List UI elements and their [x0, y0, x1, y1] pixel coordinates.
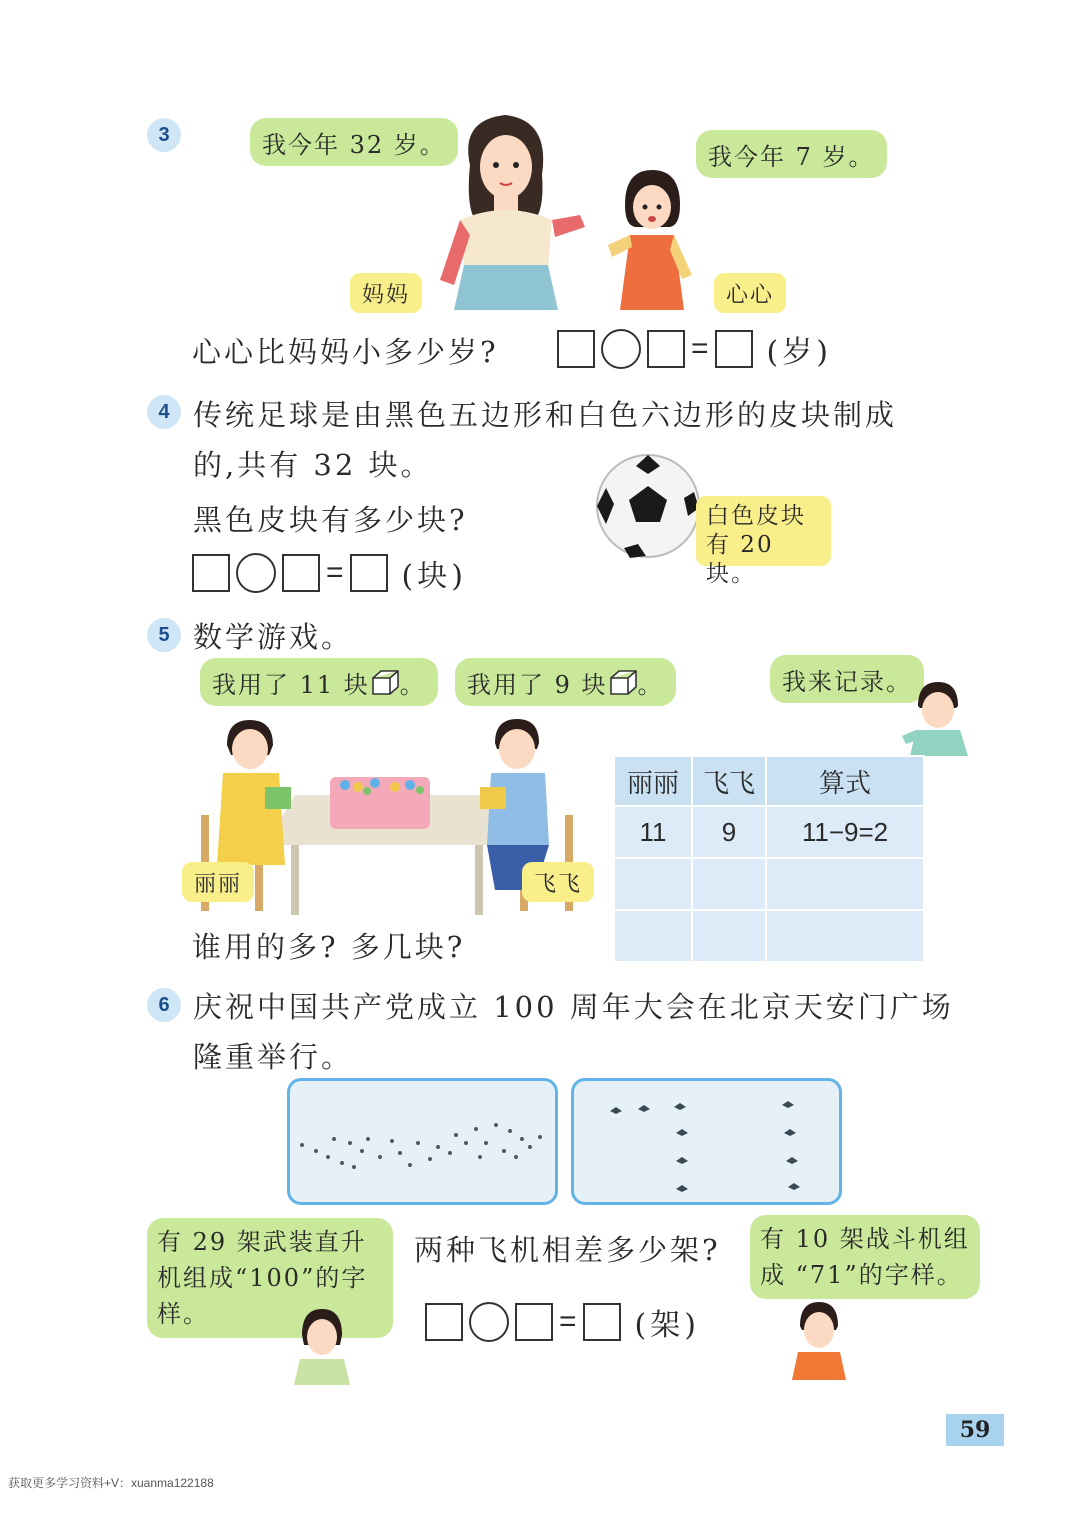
soccer-ball-icon — [594, 452, 702, 560]
answer-box[interactable] — [425, 1303, 463, 1341]
unit-label: (岁) — [766, 335, 832, 370]
table-header-row — [614, 756, 924, 806]
answer-box[interactable] — [557, 330, 595, 368]
lili-label: 丽丽 — [182, 862, 254, 902]
table-cell: 9 — [692, 806, 766, 858]
problem-3-equation — [557, 327, 832, 371]
feifei-speech-text: 我用了 9 块 — [467, 670, 608, 699]
operator-circle[interactable] — [601, 329, 641, 369]
fighter-jet-icons — [574, 1081, 839, 1202]
helicopter-dots-icon — [290, 1081, 555, 1202]
problem-5-number: 5 — [147, 618, 181, 652]
footer-watermark: 获取更多学习资料+V：xuanma122188 — [8, 1476, 214, 1490]
problem-4-number: 4 — [147, 395, 181, 429]
equals-sign: = — [559, 1305, 577, 1338]
unit-label: (块) — [401, 559, 467, 594]
white-patch-line2: 有 20 块。 — [706, 532, 774, 587]
table-row — [614, 858, 924, 910]
girl-label: 心心 — [714, 273, 786, 313]
white-patch-bubble — [696, 496, 831, 587]
record-table — [613, 755, 925, 963]
problem-4-line2: 的,共有 32 块。 — [193, 448, 433, 482]
mom-illustration — [420, 105, 590, 310]
problem-6-number: 6 — [147, 988, 181, 1022]
problem-3-number: 3 — [147, 118, 181, 152]
recorder-speech-bubble: 我来记录。 — [770, 655, 924, 703]
table-row — [614, 806, 924, 858]
lili-speech-text: 我用了 11 块 — [212, 670, 370, 699]
problem-5-title: 数学游戏。 — [193, 620, 354, 654]
operator-circle[interactable] — [236, 553, 276, 593]
table-cell[interactable] — [766, 910, 924, 962]
helicopter-formation-photo — [287, 1078, 558, 1205]
table-cell[interactable] — [614, 910, 692, 962]
fighter-speech-bubble: 有 10 架战斗机组成 “71”的字样。 — [750, 1215, 980, 1299]
answer-box[interactable] — [647, 330, 685, 368]
answer-box[interactable] — [192, 554, 230, 592]
answer-box[interactable] — [282, 554, 320, 592]
problem-4-question: 黑色皮块有多少块? — [193, 503, 468, 537]
feifei-speech-bubble: 我用了 9 块 。 — [455, 658, 676, 706]
page-number: 59 — [946, 1414, 1004, 1446]
boy-2-illustration — [788, 1298, 850, 1380]
feifei-label: 飞飞 — [522, 862, 594, 902]
table-cell: 11−9=2 — [766, 806, 924, 858]
white-patch-line1: 白色皮块 — [706, 503, 806, 529]
table-cell[interactable] — [692, 858, 766, 910]
problem-4-line1: 传统足球是由黑色五边形和白色六边形的皮块制成 — [193, 398, 898, 432]
helicopter-speech-bubble: 有 29 架武装直升机组成“100”的字样。 — [147, 1218, 393, 1338]
mom-label: 妈妈 — [350, 273, 422, 313]
table-cell: 11 — [614, 806, 692, 858]
table-header-lili: 丽丽 — [614, 756, 692, 806]
table-header-formula: 算式 — [766, 756, 924, 806]
girl-2-illustration — [288, 1305, 358, 1385]
problem-4-equation — [192, 551, 467, 595]
problem-5-question: 谁用的多? 多几块? — [192, 930, 466, 964]
cube-icon — [370, 669, 400, 695]
answer-box[interactable] — [515, 1303, 553, 1341]
unit-label: (架) — [634, 1308, 700, 1343]
girl-speech-bubble: 我今年 7 岁。 — [696, 130, 887, 178]
girl-illustration — [600, 165, 705, 310]
problem-3-question: 心心比妈妈小多少岁? — [192, 335, 499, 369]
table-row — [614, 910, 924, 962]
equals-sign: = — [326, 556, 344, 589]
lili-speech-bubble: 我用了 11 块 。 — [200, 658, 438, 706]
answer-box[interactable] — [715, 330, 753, 368]
mom-speech-bubble: 我今年 32 岁。 — [250, 118, 458, 166]
fighter-jet-formation-photo — [571, 1078, 842, 1205]
equals-sign: = — [691, 332, 709, 365]
problem-6-question: 两种飞机相差多少架? — [414, 1233, 721, 1267]
answer-box[interactable] — [350, 554, 388, 592]
problem-6-line2: 隆重举行。 — [193, 1040, 354, 1074]
problem-6-line1: 庆祝中国共产党成立 100 周年大会在北京天安门广场 — [193, 990, 954, 1024]
problem-6-equation — [425, 1300, 700, 1344]
operator-circle[interactable] — [469, 1302, 509, 1342]
table-cell[interactable] — [692, 910, 766, 962]
answer-box[interactable] — [583, 1303, 621, 1341]
table-cell[interactable] — [614, 858, 692, 910]
table-header-feifei: 飞飞 — [692, 756, 766, 806]
recorder-boy-illustration — [900, 678, 972, 756]
cube-icon — [608, 669, 638, 695]
table-cell[interactable] — [766, 858, 924, 910]
